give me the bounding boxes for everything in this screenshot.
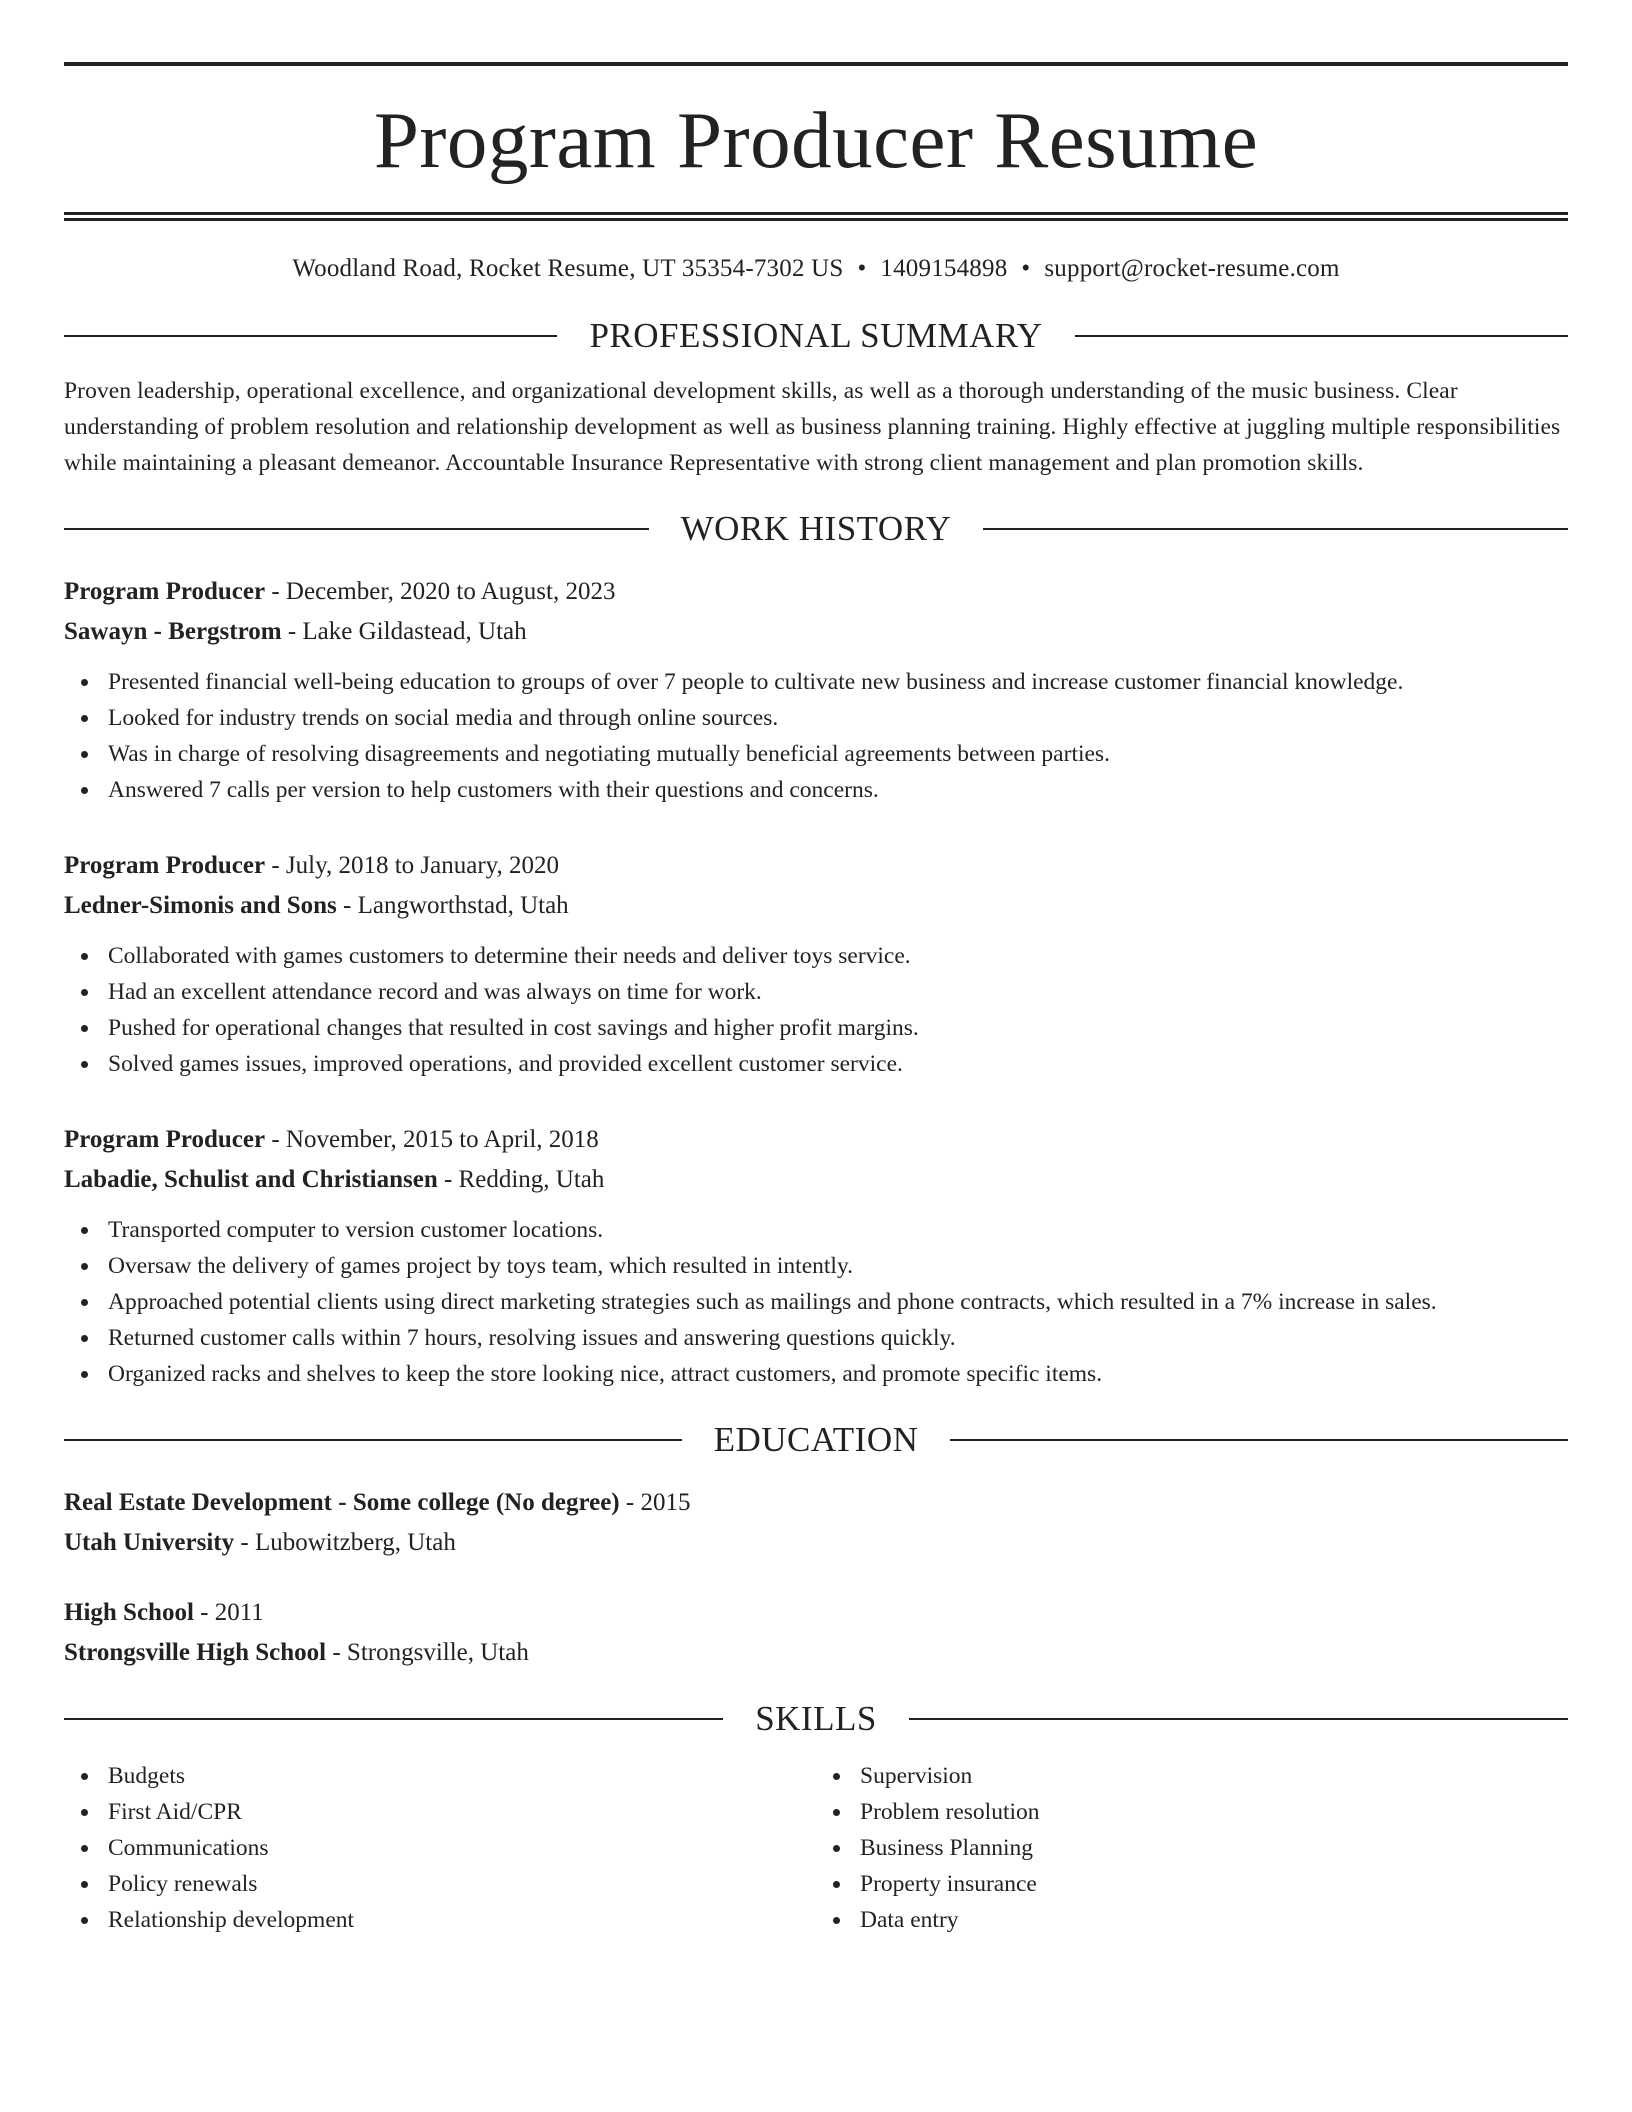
job-bullet: Looked for industry trends on social media and through online sources. [108,700,1568,736]
job-company: Labadie, Schulist and Christiansen [64,1166,438,1193]
heading-rule-left [64,528,649,530]
skill-item: Problem resolution [860,1794,1568,1830]
contact-line [64,254,1568,284]
job-company-line [64,612,1568,652]
skills-list-left [64,1758,816,1938]
job-bullet: Answered 7 calls per version to help customers with their questions and concerns. [108,772,1568,808]
summary-text: Proven leadership, operational excellence, and organizational development skills, as well as a thorough understanding of the music business. Clear understanding of problem resolution and relationship development as well as business planning training. Highly effective at juggling multiple responsibilities while maintaining a pleasant demeanor. Accountable Insurance Representative with strong client management and plan promotion skills. [64,378,1561,476]
skills-columns [64,1758,1568,1938]
job-bullet: Approached potential clients using direct marketing strategies such as mailings and phone contracts, which resulted in a 7% increase in sales. [108,1284,1568,1320]
education-year: - 2011 [193,1599,264,1626]
top-rule [64,62,1568,66]
heading-rule-left [64,335,557,337]
job-bullet: Presented financial well-being education to groups of over 7 people to cultivate new business and increase customer financial knowledge. [108,664,1568,700]
job-title: Program Producer [64,1126,266,1153]
job-entry [64,1120,1568,1392]
job-bullet: Returned customer calls within 7 hours, resolving issues and answering questions quickly. [108,1320,1568,1356]
job-bullets [64,1212,1568,1392]
summary-heading-label: PROFESSIONAL SUMMARY [589,316,1043,355]
job-company: Ledner-Simonis and Sons [64,892,337,919]
job-location: - Langworthstad, Utah [336,892,569,919]
title-double-rule [64,212,1568,221]
contact-separator: • [857,255,867,282]
heading-rule-right [1075,335,1568,337]
education-location: - Strongsville, Utah [326,1639,529,1666]
education-degree: High School [64,1599,194,1626]
skill-item: Business Planning [860,1830,1568,1866]
skill-item: Property insurance [860,1866,1568,1902]
job-bullets [64,664,1568,808]
job-company-line [64,886,1568,926]
job-bullet: Collaborated with games customers to determine their needs and deliver toys service. [108,938,1568,974]
education-year: - 2015 [619,1489,691,1516]
skills-heading-label: SKILLS [755,1699,877,1738]
education-section-heading [64,1422,1568,1457]
job-bullet: Transported computer to version customer locations. [108,1212,1568,1248]
job-bullet: Oversaw the delivery of games project by toys team, which resulted in intently. [108,1248,1568,1284]
page-title: Program Producer Resume [373,95,1259,185]
job-title-line [64,572,1568,612]
skill-item: Budgets [108,1758,816,1794]
work-section-heading [64,511,1568,546]
heading-rule-right [950,1439,1568,1441]
job-title: Program Producer [64,578,266,605]
job-bullet: Pushed for operational changes that resulted in cost savings and higher profit margins. [108,1010,1568,1046]
contact-address: Woodland Road, Rocket Resume, UT 35354-7302 US [292,255,844,282]
job-title: Program Producer [64,852,266,879]
job-dates: - December, 2020 to August, 2023 [265,578,616,605]
education-school: Strongsville High School [64,1639,327,1666]
skill-item: Policy renewals [108,1866,816,1902]
education-degree-line [64,1483,1568,1523]
job-dates: - July, 2018 to January, 2020 [265,852,560,879]
education-degree-line [64,1593,1568,1633]
job-title-line [64,1120,1568,1160]
education-degree: Real Estate Development - Some college (No degree) [64,1489,620,1516]
skill-item: Supervision [860,1758,1568,1794]
job-location: - Redding, Utah [437,1166,605,1193]
contact-separator: • [1021,255,1031,282]
skill-item: Relationship development [108,1902,816,1938]
job-bullet: Organized racks and shelves to keep the store looking nice, attract customers, and promote specific items. [108,1356,1568,1392]
skill-item: First Aid/CPR [108,1794,816,1830]
skills-list-right [816,1758,1568,1938]
education-entry [64,1483,1568,1563]
job-bullet: Had an excellent attendance record and was always on time for work. [108,974,1568,1010]
education-school-line [64,1633,1568,1673]
contact-phone: 1409154898 [880,255,1008,282]
skill-item: Communications [108,1830,816,1866]
job-company-line [64,1160,1568,1200]
job-bullet: Was in charge of resolving disagreements and negotiating mutually beneficial agreements between parties. [108,736,1568,772]
heading-rule-right [983,528,1568,530]
education-location: - Lubowitzberg, Utah [234,1529,456,1556]
summary-section-heading [64,318,1568,353]
job-entry [64,572,1568,808]
job-company: Sawayn - Bergstrom [64,618,282,645]
work-heading-label: WORK HISTORY [680,509,952,548]
heading-rule-left [64,1439,682,1441]
contact-email: support@rocket-resume.com [1044,255,1340,282]
job-entry [64,846,1568,1082]
heading-rule-left [64,1718,723,1720]
job-bullet: Solved games issues, improved operations, and provided excellent customer service. [108,1046,1568,1082]
job-location: - Lake Gildastead, Utah [281,618,527,645]
education-school-line [64,1523,1568,1563]
skills-section-heading [64,1701,1568,1736]
job-title-line [64,846,1568,886]
education-heading-label: EDUCATION [713,1420,919,1459]
skill-item: Data entry [860,1902,1568,1938]
heading-rule-right [909,1718,1568,1720]
education-entry [64,1593,1568,1673]
education-school: Utah University [64,1529,235,1556]
job-bullets [64,938,1568,1082]
job-dates: - November, 2015 to April, 2018 [265,1126,599,1153]
